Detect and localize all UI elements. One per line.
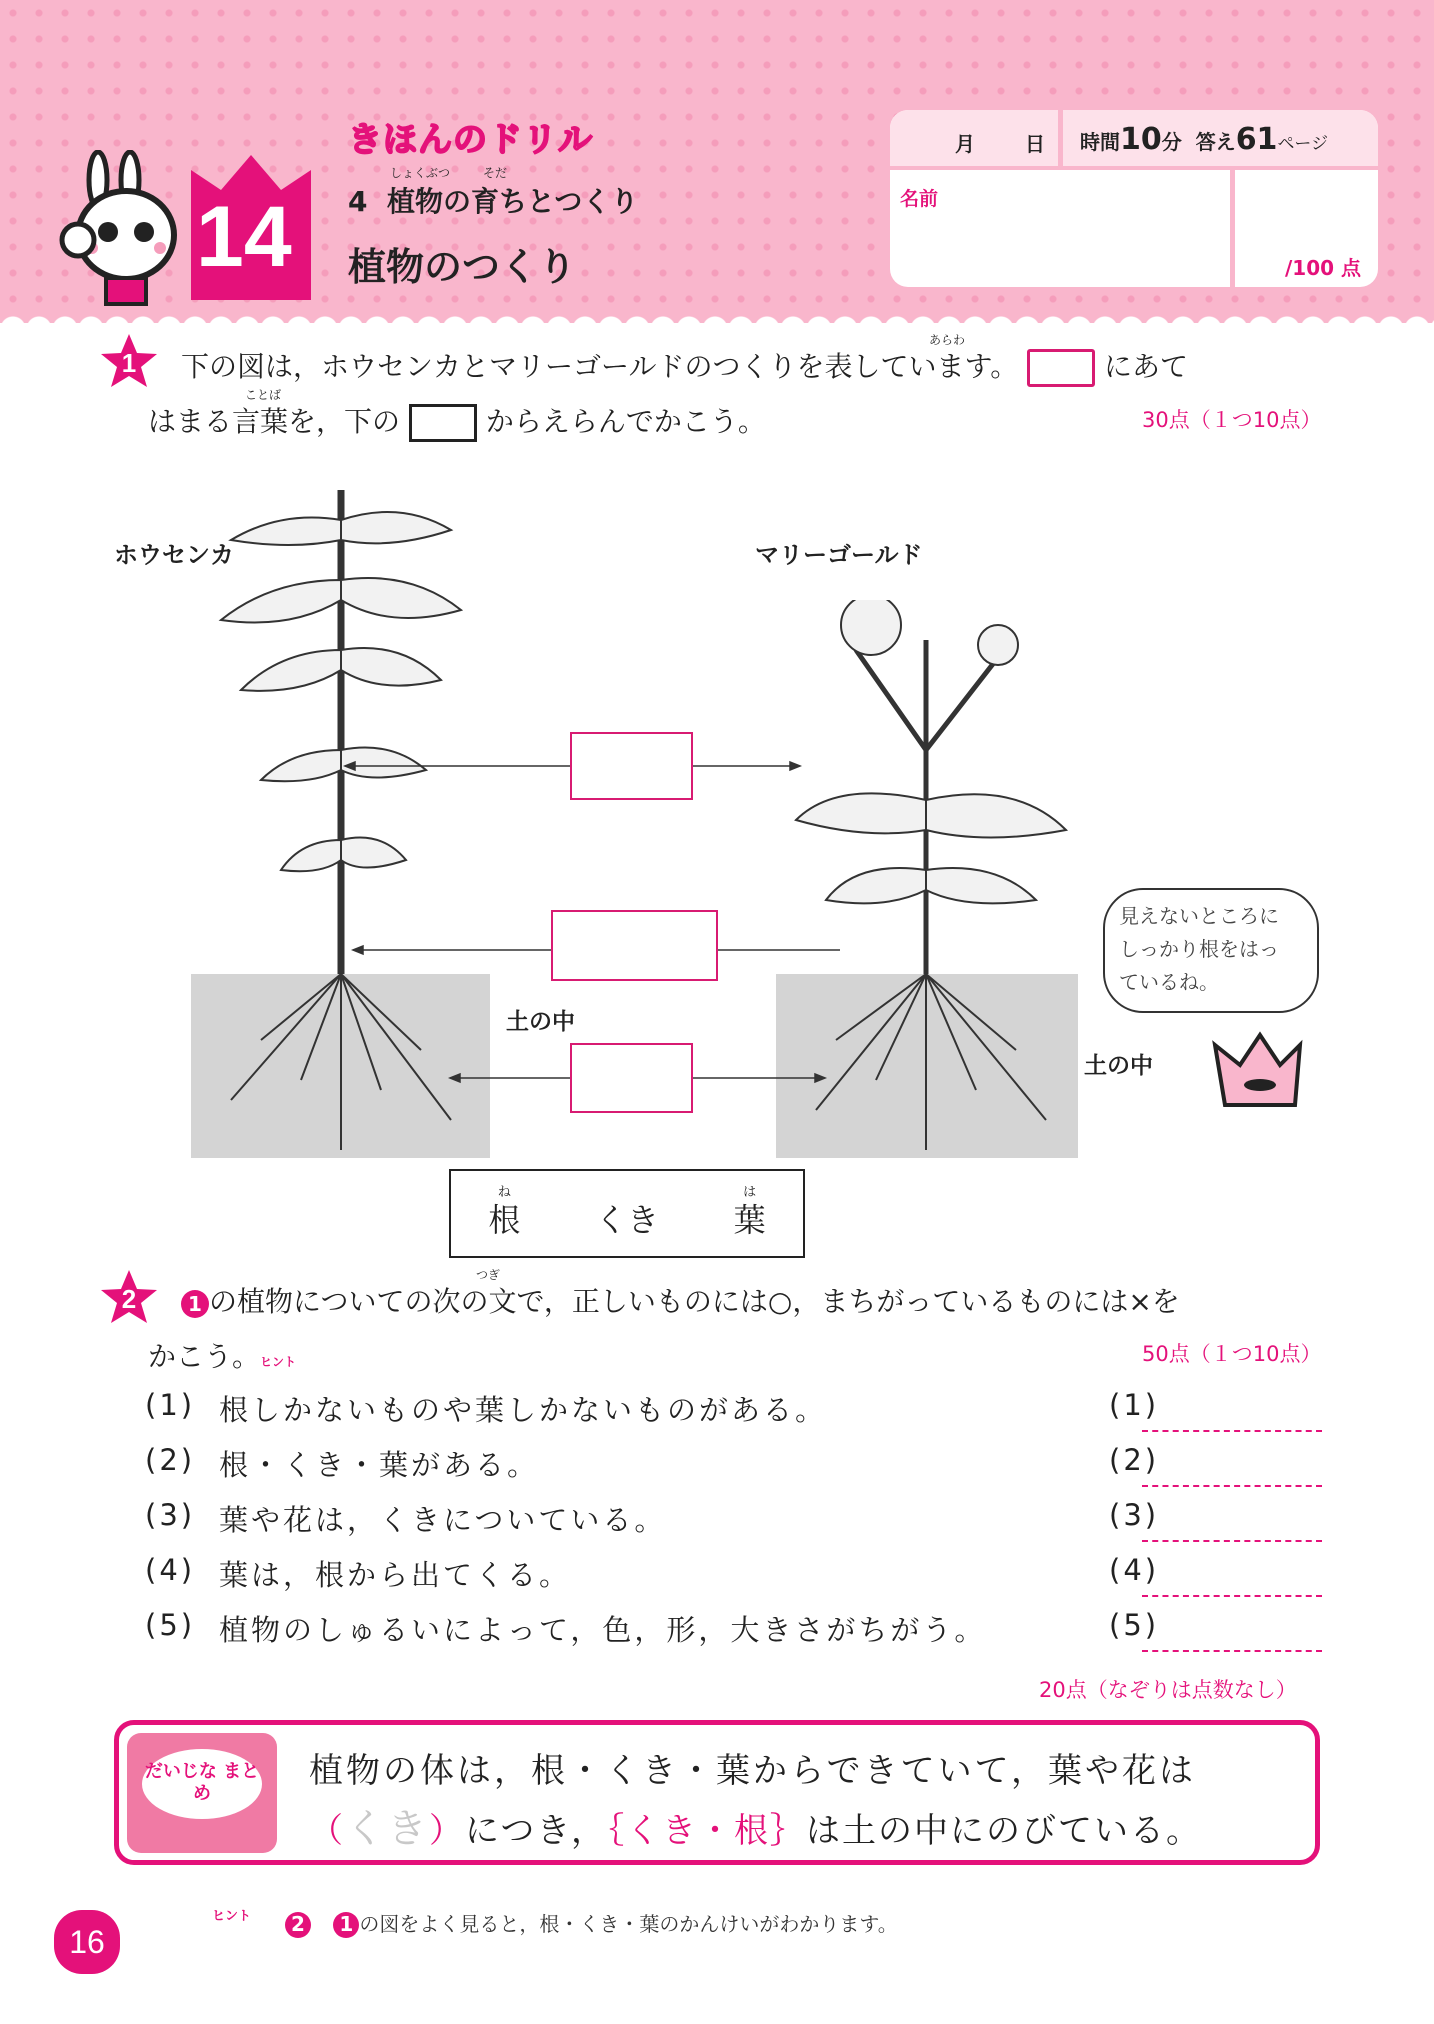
crown-mascot-icon — [1200, 1030, 1330, 1110]
month-label: 月 — [955, 132, 975, 156]
q1-line2: ことば はまる言葉を，下の からえらんでかこう。 — [148, 400, 766, 442]
summary-line1: 植物の体は，根・くき・葉からできていて，葉や花は — [309, 1751, 1196, 1791]
answer-box-top[interactable] — [570, 732, 693, 800]
unit-title — [348, 166, 639, 220]
unit-title-text: 植物の育ちとつくり — [386, 185, 639, 218]
answer-box-middle[interactable] — [551, 910, 718, 981]
list-item: (4) 葉は，根から出てくる。 (4) — [145, 1553, 1325, 1608]
footer-hint: 2 1 の図をよく見ると，根・くき・葉のかんけいがわかります。 — [285, 1908, 898, 1938]
ruby: しょくぶつ — [390, 166, 451, 180]
list-item: (5) 植物のしゅるいによって，色，形，大きさがちがう。 (5) — [145, 1608, 1325, 1663]
ruby: そだ — [483, 166, 508, 180]
question-2-star-icon — [100, 1268, 158, 1326]
q2-line2: かこう。ヒント — [148, 1340, 297, 1373]
summary-points: 20点（なぞりは点数なし） — [1039, 1678, 1297, 1702]
choice-word: は 葉 — [733, 1185, 766, 1239]
soil-label-right: 土の中 — [1084, 1053, 1153, 1079]
unit-number: 4 — [348, 185, 368, 218]
q2-items — [145, 1388, 1325, 1663]
answer-box-sample — [1027, 349, 1095, 387]
name-field[interactable] — [900, 194, 1220, 279]
hint-bulb-icon: ヒント — [260, 1355, 297, 1369]
summary-box — [114, 1720, 1320, 1865]
label-marigold: マリーゴールド — [755, 541, 923, 569]
answer-line[interactable] — [1142, 1650, 1322, 1652]
q2-line1: つぎ 1 の植物についての次の文で，正しいものには○，まちがっているものには×を — [181, 1280, 1180, 1320]
lesson-title: 植物のつくり — [348, 245, 577, 289]
answer-line[interactable] — [1142, 1485, 1322, 1487]
score-total: /100 点 — [1285, 256, 1362, 280]
summary-badge: だいじな まとめ — [127, 1733, 277, 1853]
q1-line1: あらわ 下の図は，ホウセンカとマリーゴールドのつくりを表しています。 にあて — [181, 345, 1188, 387]
ref-badge: 1 — [181, 1290, 209, 1318]
speech-bubble: 見えないところに しっかり根をはっ ているね。 — [1103, 888, 1319, 1013]
choice-box-sample — [409, 404, 477, 442]
choice-word: ね 根 — [488, 1185, 521, 1239]
series-logo: きほんのドリル — [348, 120, 593, 160]
svg-text:2: 2 — [121, 1284, 137, 1314]
score-box — [890, 110, 1378, 287]
answer-line[interactable] — [1142, 1595, 1322, 1597]
lesson-number: 14 — [196, 189, 292, 285]
question-1-star-icon — [100, 332, 158, 390]
list-item: (1) 根しかないものや葉しかないものがある。 (1) — [145, 1388, 1325, 1443]
choice-word: くき — [594, 1201, 659, 1239]
name-label: 名前 — [900, 188, 939, 210]
day-label: 日 — [1025, 132, 1045, 156]
svg-text:1: 1 — [121, 348, 137, 378]
summary-line2: （くき）につき，｛くき・根｝は土の中にのびている。 — [309, 1806, 1202, 1852]
label-hosenka: ホウセンカ — [114, 541, 234, 569]
word-choice-box — [449, 1169, 805, 1258]
hint-bulb-icon: ヒント — [212, 1909, 252, 1924]
time-info: 時間10分 答え61ページ — [1080, 122, 1329, 157]
q1-points: 30点（１つ10点） — [1142, 408, 1322, 432]
header-wave-edge — [0, 305, 1434, 329]
choice-brace[interactable]: ｛くき・根｝ — [606, 1811, 806, 1851]
q2-points: 50点（１つ10点） — [1142, 1342, 1322, 1366]
list-item: (3) 葉や花は，くきについている。 (3) — [145, 1498, 1325, 1553]
trace-text: くき — [345, 1806, 429, 1852]
page-number: 16 — [54, 1910, 120, 1974]
soil-label-left: 土の中 — [506, 1009, 575, 1035]
list-item: (2) 根・くき・葉がある。 (2) — [145, 1443, 1325, 1498]
answer-line[interactable] — [1142, 1540, 1322, 1542]
answer-box-bottom[interactable] — [570, 1043, 693, 1113]
answer-line[interactable] — [1142, 1430, 1322, 1432]
